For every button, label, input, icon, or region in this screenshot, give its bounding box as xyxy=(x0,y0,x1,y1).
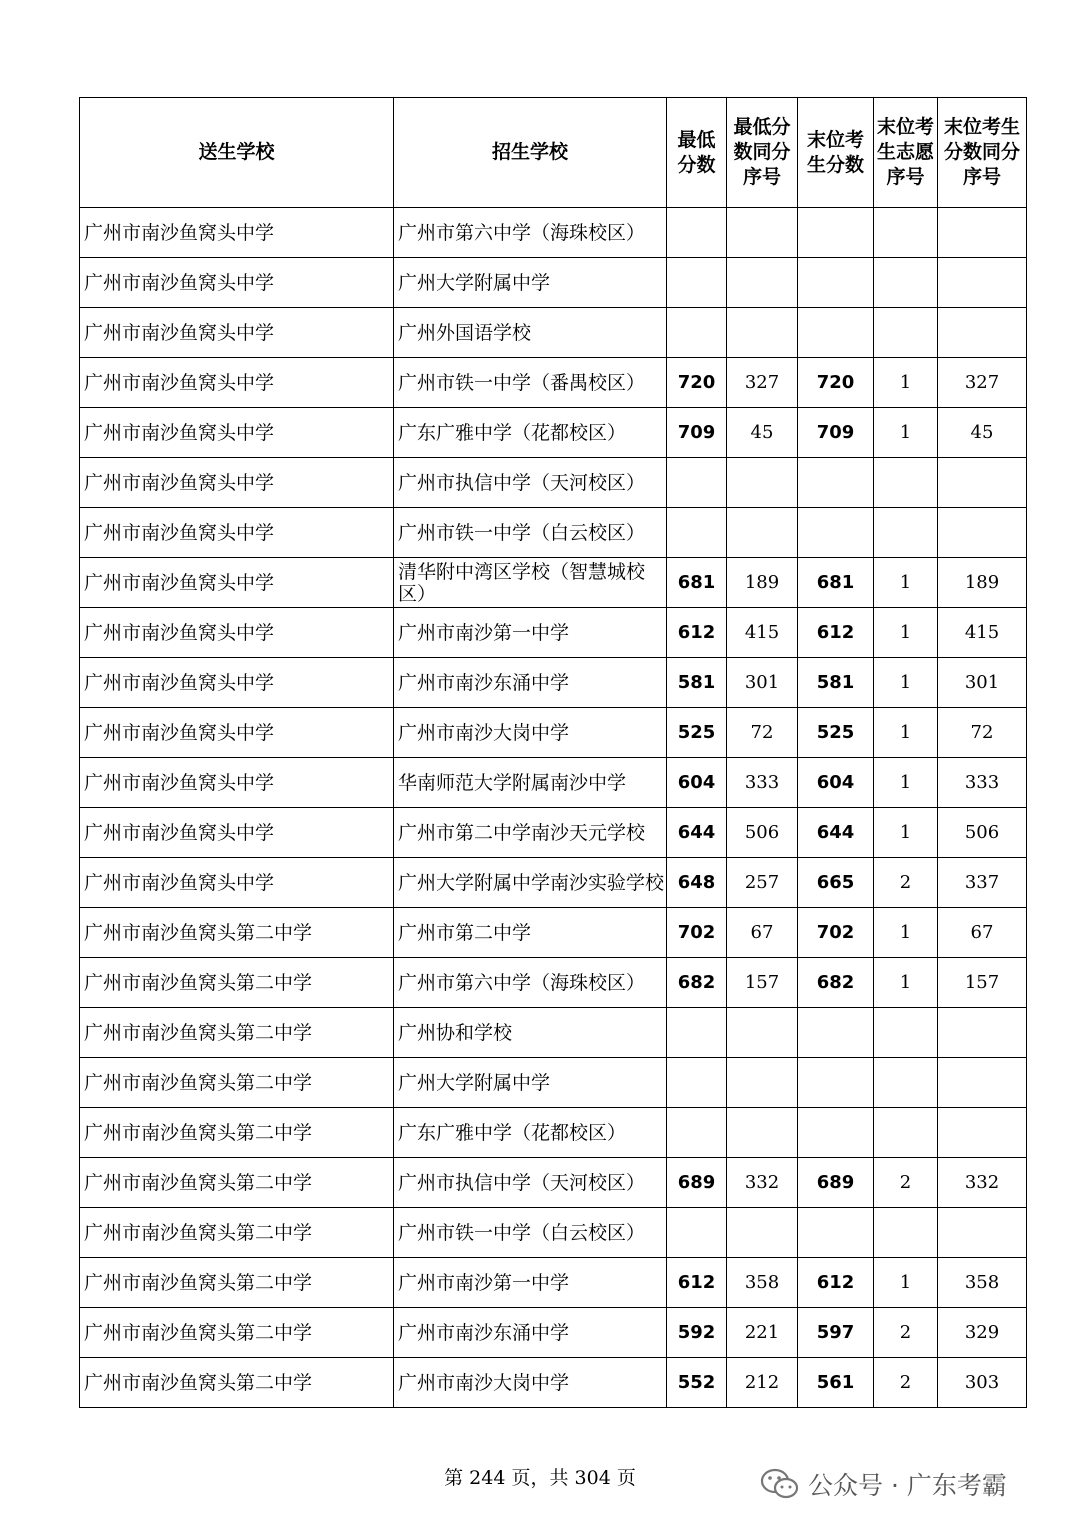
cell-last-score-rank: 72 xyxy=(938,708,1027,758)
header-recruiting-school: 招生学校 xyxy=(394,98,667,208)
cell-last-preference: 2 xyxy=(874,1358,938,1408)
cell-last-score-rank: 333 xyxy=(938,758,1027,808)
header-min-score: 最低分数 xyxy=(667,98,727,208)
cell-min-score-rank: 157 xyxy=(727,958,798,1008)
cell-sender-school: 广州市南沙鱼窝头中学 xyxy=(80,508,394,558)
cell-last-score-rank: 332 xyxy=(938,1158,1027,1208)
cell-sender-school: 广州市南沙鱼窝头中学 xyxy=(80,408,394,458)
cell-last-score: 682 xyxy=(798,958,874,1008)
table-row xyxy=(80,1208,1027,1258)
watermark-text: 公众号 · 广东考霸 xyxy=(808,1471,1007,1500)
table-row xyxy=(80,1008,1027,1058)
cell-sender-school: 广州市南沙鱼窝头中学 xyxy=(80,458,394,508)
cell-last-preference: 1 xyxy=(874,408,938,458)
cell-last-score xyxy=(798,1058,874,1108)
cell-sender-school: 广州市南沙鱼窝头第二中学 xyxy=(80,1358,394,1408)
cell-min-score-rank: 327 xyxy=(727,358,798,408)
cell-min-score: 682 xyxy=(667,958,727,1008)
cell-min-score-rank xyxy=(727,1058,798,1108)
table-row xyxy=(80,1058,1027,1108)
cell-last-preference xyxy=(874,508,938,558)
cell-last-score xyxy=(798,308,874,358)
cell-last-score: 709 xyxy=(798,408,874,458)
cell-last-preference: 1 xyxy=(874,358,938,408)
cell-recruiting-school: 清华附中湾区学校（智慧城校区） xyxy=(394,558,667,608)
cell-last-score: 702 xyxy=(798,908,874,958)
cell-min-score xyxy=(667,508,727,558)
cell-last-score: 604 xyxy=(798,758,874,808)
cell-sender-school: 广州市南沙鱼窝头第二中学 xyxy=(80,1058,394,1108)
cell-last-score xyxy=(798,258,874,308)
cell-sender-school: 广州市南沙鱼窝头第二中学 xyxy=(80,1308,394,1358)
cell-min-score-rank xyxy=(727,208,798,258)
cell-last-score xyxy=(798,208,874,258)
cell-min-score: 689 xyxy=(667,1158,727,1208)
cell-min-score-rank: 212 xyxy=(727,1358,798,1408)
cell-recruiting-school: 华南师范大学附属南沙中学 xyxy=(394,758,667,808)
cell-min-score-rank xyxy=(727,308,798,358)
table-row xyxy=(80,508,1027,558)
cell-last-score: 561 xyxy=(798,1358,874,1408)
cell-last-preference xyxy=(874,308,938,358)
cell-last-score: 689 xyxy=(798,1158,874,1208)
table-row xyxy=(80,1308,1027,1358)
cell-last-score-rank: 45 xyxy=(938,408,1027,458)
cell-min-score-rank xyxy=(727,458,798,508)
cell-last-score xyxy=(798,458,874,508)
cell-last-score: 612 xyxy=(798,1258,874,1308)
cell-recruiting-school: 广州协和学校 xyxy=(394,1008,667,1058)
cell-min-score: 644 xyxy=(667,808,727,858)
cell-min-score: 702 xyxy=(667,908,727,958)
cell-min-score-rank xyxy=(727,508,798,558)
cell-last-score-rank: 329 xyxy=(938,1308,1027,1358)
cell-min-score: 581 xyxy=(667,658,727,708)
table-body xyxy=(80,208,1027,1408)
header-min-score-rank: 最低分数同分序号 xyxy=(727,98,798,208)
cell-last-score-rank xyxy=(938,208,1027,258)
cell-min-score: 592 xyxy=(667,1308,727,1358)
cell-recruiting-school: 广州外国语学校 xyxy=(394,308,667,358)
cell-last-preference: 2 xyxy=(874,1308,938,1358)
cell-min-score-rank: 257 xyxy=(727,858,798,908)
table-row xyxy=(80,558,1027,608)
cell-last-score xyxy=(798,1208,874,1258)
cell-min-score-rank: 189 xyxy=(727,558,798,608)
table-row xyxy=(80,308,1027,358)
table-row xyxy=(80,208,1027,258)
cell-sender-school: 广州市南沙鱼窝头中学 xyxy=(80,358,394,408)
cell-min-score: 612 xyxy=(667,1258,727,1308)
cell-last-preference xyxy=(874,1008,938,1058)
cell-min-score-rank: 301 xyxy=(727,658,798,708)
cell-last-preference xyxy=(874,258,938,308)
cell-sender-school: 广州市南沙鱼窝头中学 xyxy=(80,758,394,808)
cell-min-score: 612 xyxy=(667,608,727,658)
cell-last-score-rank xyxy=(938,1008,1027,1058)
cell-min-score-rank: 221 xyxy=(727,1308,798,1358)
cell-last-preference xyxy=(874,1208,938,1258)
cell-min-score-rank xyxy=(727,1008,798,1058)
cell-min-score: 681 xyxy=(667,558,727,608)
cell-sender-school: 广州市南沙鱼窝头中学 xyxy=(80,808,394,858)
cell-last-preference xyxy=(874,458,938,508)
cell-recruiting-school: 广州市南沙第一中学 xyxy=(394,1258,667,1308)
cell-last-preference: 1 xyxy=(874,758,938,808)
cell-sender-school: 广州市南沙鱼窝头中学 xyxy=(80,608,394,658)
table-row xyxy=(80,1258,1027,1308)
cell-recruiting-school: 广州市铁一中学（番禺校区） xyxy=(394,358,667,408)
cell-min-score xyxy=(667,1208,727,1258)
cell-min-score-rank: 67 xyxy=(727,908,798,958)
cell-min-score xyxy=(667,1058,727,1108)
cell-last-score-rank xyxy=(938,458,1027,508)
cell-recruiting-school: 广州市执信中学（天河校区） xyxy=(394,458,667,508)
cell-sender-school: 广州市南沙鱼窝头中学 xyxy=(80,208,394,258)
cell-min-score xyxy=(667,208,727,258)
cell-min-score-rank: 332 xyxy=(727,1158,798,1208)
cell-min-score-rank: 506 xyxy=(727,808,798,858)
table-row xyxy=(80,858,1027,908)
cell-recruiting-school: 广州市南沙东涌中学 xyxy=(394,1308,667,1358)
cell-sender-school: 广州市南沙鱼窝头第二中学 xyxy=(80,958,394,1008)
header-last-score-rank: 末位考生分数同分序号 xyxy=(938,98,1027,208)
cell-min-score: 709 xyxy=(667,408,727,458)
cell-last-preference: 1 xyxy=(874,808,938,858)
cell-recruiting-school: 广州市铁一中学（白云校区） xyxy=(394,1208,667,1258)
table-row xyxy=(80,708,1027,758)
cell-last-score-rank: 189 xyxy=(938,558,1027,608)
cell-min-score xyxy=(667,258,727,308)
cell-recruiting-school: 广东广雅中学（花都校区） xyxy=(394,1108,667,1158)
cell-min-score: 720 xyxy=(667,358,727,408)
cell-last-score-rank xyxy=(938,1208,1027,1258)
cell-last-score: 612 xyxy=(798,608,874,658)
cell-last-preference: 1 xyxy=(874,908,938,958)
cell-last-score-rank xyxy=(938,258,1027,308)
cell-recruiting-school: 广州市南沙东涌中学 xyxy=(394,658,667,708)
cell-last-score-rank: 358 xyxy=(938,1258,1027,1308)
cell-last-preference: 1 xyxy=(874,658,938,708)
cell-last-score xyxy=(798,1108,874,1158)
table-header-row xyxy=(80,98,1027,208)
cell-min-score-rank: 333 xyxy=(727,758,798,808)
cell-last-score: 720 xyxy=(798,358,874,408)
cell-last-score-rank: 506 xyxy=(938,808,1027,858)
cell-recruiting-school: 广州大学附属中学 xyxy=(394,1058,667,1108)
cell-last-score-rank: 157 xyxy=(938,958,1027,1008)
table-row xyxy=(80,808,1027,858)
cell-last-score: 597 xyxy=(798,1308,874,1358)
cell-last-preference: 1 xyxy=(874,1258,938,1308)
cell-last-preference: 2 xyxy=(874,858,938,908)
cell-last-score xyxy=(798,1008,874,1058)
cell-last-score xyxy=(798,508,874,558)
cell-min-score: 525 xyxy=(667,708,727,758)
page-number: 第 244 页，共 304 页 xyxy=(444,1467,636,1489)
cell-sender-school: 广州市南沙鱼窝头第二中学 xyxy=(80,1208,394,1258)
cell-last-score-rank: 337 xyxy=(938,858,1027,908)
table-row xyxy=(80,958,1027,1008)
cell-sender-school: 广州市南沙鱼窝头中学 xyxy=(80,708,394,758)
cell-min-score: 552 xyxy=(667,1358,727,1408)
table-row xyxy=(80,758,1027,808)
cell-min-score: 604 xyxy=(667,758,727,808)
cell-sender-school: 广州市南沙鱼窝头中学 xyxy=(80,858,394,908)
header-last-preference: 末位考生志愿序号 xyxy=(874,98,938,208)
table-row xyxy=(80,608,1027,658)
cell-recruiting-school: 广州市南沙大岗中学 xyxy=(394,708,667,758)
table-row xyxy=(80,908,1027,958)
table-row xyxy=(80,1358,1027,1408)
table-row xyxy=(80,408,1027,458)
cell-recruiting-school: 广州市铁一中学（白云校区） xyxy=(394,508,667,558)
cell-last-score-rank xyxy=(938,1108,1027,1158)
cell-last-score-rank: 327 xyxy=(938,358,1027,408)
header-sender-school: 送生学校 xyxy=(80,98,394,208)
cell-last-score-rank xyxy=(938,1058,1027,1108)
cell-last-score: 681 xyxy=(798,558,874,608)
cell-last-preference xyxy=(874,208,938,258)
table-row xyxy=(80,358,1027,408)
wechat-icon xyxy=(760,1467,800,1501)
cell-last-preference: 1 xyxy=(874,558,938,608)
cell-min-score-rank: 415 xyxy=(727,608,798,658)
cell-last-score: 581 xyxy=(798,658,874,708)
cell-recruiting-school: 广州市第六中学（海珠校区） xyxy=(394,958,667,1008)
cell-min-score-rank xyxy=(727,258,798,308)
table-row xyxy=(80,1158,1027,1208)
cell-min-score-rank xyxy=(727,1108,798,1158)
cell-recruiting-school: 广州市第六中学（海珠校区） xyxy=(394,208,667,258)
cell-recruiting-school: 广东广雅中学（花都校区） xyxy=(394,408,667,458)
admission-score-table xyxy=(79,97,1027,1408)
cell-min-score xyxy=(667,1108,727,1158)
cell-sender-school: 广州市南沙鱼窝头第二中学 xyxy=(80,1108,394,1158)
table-row xyxy=(80,458,1027,508)
cell-sender-school: 广州市南沙鱼窝头中学 xyxy=(80,308,394,358)
table-row xyxy=(80,658,1027,708)
cell-sender-school: 广州市南沙鱼窝头第二中学 xyxy=(80,908,394,958)
cell-recruiting-school: 广州市南沙第一中学 xyxy=(394,608,667,658)
cell-last-score-rank: 67 xyxy=(938,908,1027,958)
cell-last-score: 644 xyxy=(798,808,874,858)
cell-recruiting-school: 广州大学附属中学南沙实验学校 xyxy=(394,858,667,908)
table-row xyxy=(80,1108,1027,1158)
cell-min-score-rank xyxy=(727,1208,798,1258)
cell-last-score-rank xyxy=(938,308,1027,358)
wechat-watermark xyxy=(760,1466,1007,1502)
cell-min-score-rank: 358 xyxy=(727,1258,798,1308)
cell-sender-school: 广州市南沙鱼窝头第二中学 xyxy=(80,1258,394,1308)
cell-sender-school: 广州市南沙鱼窝头中学 xyxy=(80,558,394,608)
cell-last-score: 525 xyxy=(798,708,874,758)
table-row xyxy=(80,258,1027,308)
cell-sender-school: 广州市南沙鱼窝头中学 xyxy=(80,658,394,708)
cell-last-preference: 1 xyxy=(874,608,938,658)
cell-min-score xyxy=(667,1008,727,1058)
cell-recruiting-school: 广州市第二中学 xyxy=(394,908,667,958)
cell-last-score-rank xyxy=(938,508,1027,558)
cell-last-preference: 1 xyxy=(874,958,938,1008)
cell-sender-school: 广州市南沙鱼窝头中学 xyxy=(80,258,394,308)
cell-last-score-rank: 301 xyxy=(938,658,1027,708)
cell-last-score-rank: 303 xyxy=(938,1358,1027,1408)
cell-last-preference xyxy=(874,1058,938,1108)
cell-recruiting-school: 广州市执信中学（天河校区） xyxy=(394,1158,667,1208)
cell-recruiting-school: 广州市第二中学南沙天元学校 xyxy=(394,808,667,858)
cell-recruiting-school: 广州市南沙大岗中学 xyxy=(394,1358,667,1408)
header-last-score: 末位考生分数 xyxy=(798,98,874,208)
cell-last-score-rank: 415 xyxy=(938,608,1027,658)
cell-min-score-rank: 72 xyxy=(727,708,798,758)
cell-min-score-rank: 45 xyxy=(727,408,798,458)
cell-min-score xyxy=(667,458,727,508)
cell-recruiting-school: 广州大学附属中学 xyxy=(394,258,667,308)
cell-min-score: 648 xyxy=(667,858,727,908)
cell-last-preference: 1 xyxy=(874,708,938,758)
cell-last-preference: 2 xyxy=(874,1158,938,1208)
cell-min-score xyxy=(667,308,727,358)
cell-sender-school: 广州市南沙鱼窝头第二中学 xyxy=(80,1008,394,1058)
cell-last-score: 665 xyxy=(798,858,874,908)
cell-last-preference xyxy=(874,1108,938,1158)
cell-sender-school: 广州市南沙鱼窝头第二中学 xyxy=(80,1158,394,1208)
